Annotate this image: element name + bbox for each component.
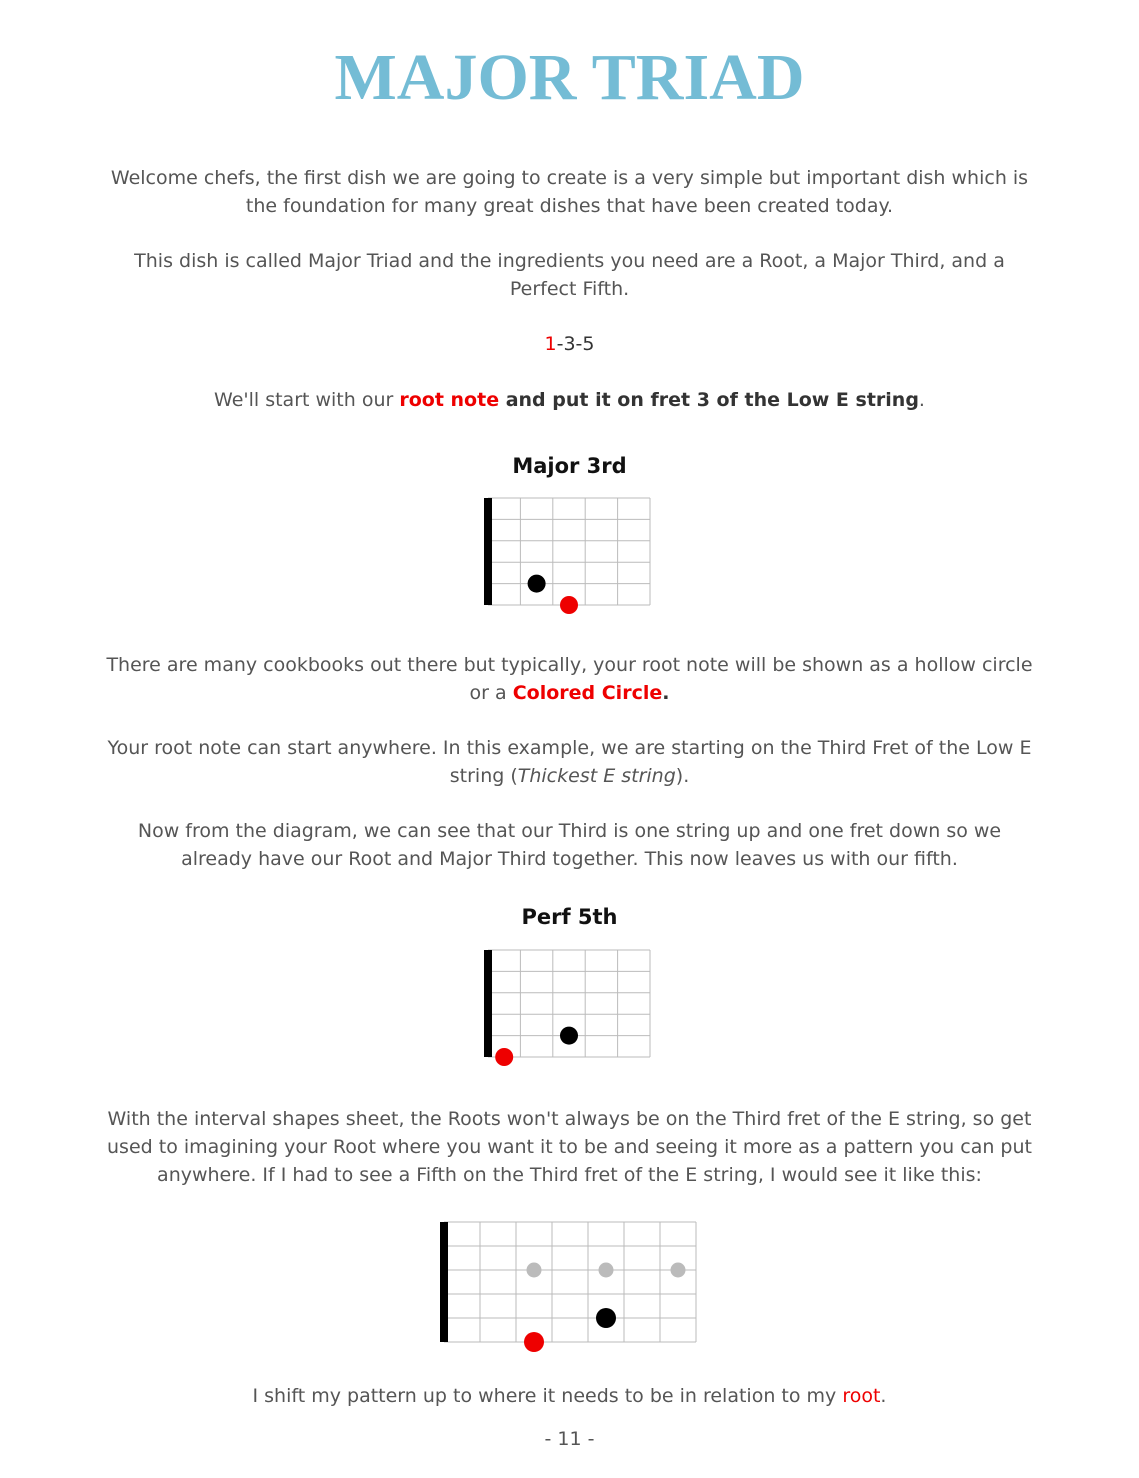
note-dot bbox=[528, 575, 546, 593]
perf-5th-heading: Perf 5th bbox=[521, 905, 618, 929]
major-3rd-heading: Major 3rd bbox=[512, 454, 627, 478]
root-note-highlight: root note bbox=[399, 389, 500, 411]
anywhere-prefix: Your root note can start anywhere. In this example, we are starting on the Third Fret of the Low E string ( bbox=[107, 737, 1032, 787]
fifth-pattern-diagram bbox=[428, 1214, 710, 1360]
dish-paragraph: This dish is called Major Triad and the ingredients you need are a Root, a Major Third, and a Perfect Fifth. bbox=[134, 250, 1005, 300]
cookbook-prefix: There are many cookbooks out there but typically, your root note will be shown as a hollow circle or a bbox=[106, 654, 1033, 704]
note-dot bbox=[560, 1027, 578, 1045]
formula-line bbox=[100, 330, 1039, 358]
nut-bar bbox=[484, 498, 492, 605]
nut-bar bbox=[440, 1222, 448, 1342]
shift-prefix: I shift my pattern up to where it needs to be in relation to my bbox=[252, 1385, 843, 1407]
anywhere-paragraph bbox=[100, 734, 1039, 790]
page-title: MAJOR TRIAD bbox=[334, 41, 805, 114]
page-number: - 11 - bbox=[544, 1428, 595, 1450]
cookbook-paragraph bbox=[100, 651, 1039, 707]
note-dot bbox=[596, 1308, 616, 1328]
major-3rd-diagram bbox=[474, 490, 664, 620]
ghost-dot bbox=[527, 1263, 542, 1278]
intro-paragraph: Welcome chefs, the first dish we are going to create is a very simple but important dish which is the foundation for many great dishes that have been created today. bbox=[110, 167, 1029, 217]
interval-paragraph: With the interval shapes sheet, the Roots won't always be on the Third fret of the E string, so get used to imagining your Root where you want it to be and seeing it more as a pattern you can put anywhere. If I had to see a Fifth on the Third fret of the E string, I would see it like this: bbox=[107, 1108, 1032, 1186]
third-explain-paragraph: Now from the diagram, we can see that our Third is one string up and one fret down so we already have our Root and Major Third together. This now leaves us with our fifth. bbox=[137, 820, 1002, 870]
root-highlight: root bbox=[842, 1385, 881, 1407]
fret-grid bbox=[444, 1222, 696, 1342]
ghost-dot bbox=[671, 1263, 686, 1278]
colored-circle-highlight: Colored Circle bbox=[512, 682, 663, 704]
anywhere-italic: Thickest E string bbox=[517, 765, 676, 787]
root-dot bbox=[560, 596, 578, 614]
start-suffix: . bbox=[918, 389, 925, 411]
formula-rest: -3-5 bbox=[556, 333, 595, 355]
start-paragraph bbox=[100, 386, 1039, 414]
nut-bar bbox=[484, 950, 492, 1057]
formula-root: 1 bbox=[544, 333, 557, 355]
root-dot bbox=[495, 1048, 513, 1066]
ghost-dot bbox=[599, 1263, 614, 1278]
cookbook-suffix: . bbox=[662, 682, 670, 704]
shift-paragraph bbox=[100, 1382, 1039, 1410]
fret-grid bbox=[488, 498, 650, 605]
anywhere-suffix: ). bbox=[675, 765, 690, 787]
start-bold-rest: and put it on fret 3 of the Low E string bbox=[499, 389, 919, 411]
perf-5th-diagram bbox=[474, 942, 664, 1072]
root-dot bbox=[524, 1332, 544, 1352]
shift-suffix: . bbox=[880, 1385, 887, 1407]
start-prefix: We'll start with our bbox=[214, 389, 400, 411]
